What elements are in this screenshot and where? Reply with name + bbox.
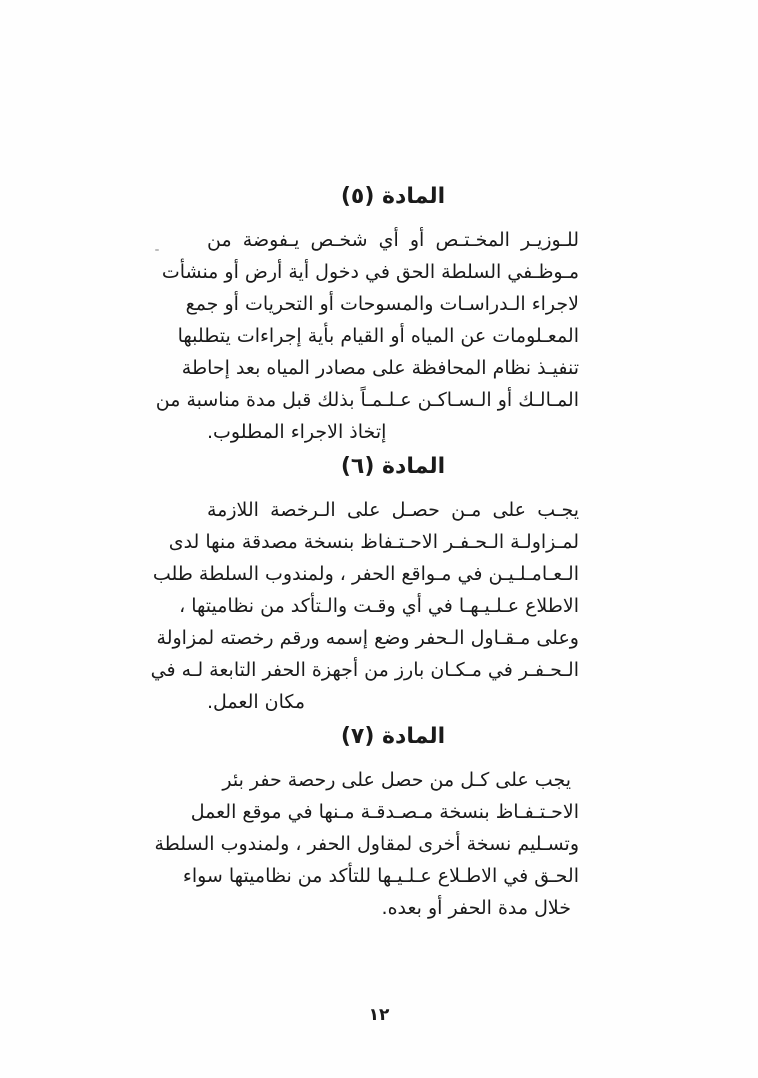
text-line: للـوزيـر المخـتـص أو أي شخـص يـفوضة من — [207, 229, 579, 251]
text-line: إتخاذ الاجراء المطلوب. — [207, 421, 387, 443]
text-line: وتسـليم نسخة أخرى لمقاول الحفر ، ولمندوب السلطة — [154, 833, 579, 855]
text-line: الاحـتـفـاظ بنسخة مـصـدقـة مـنها في موقع العمل — [190, 801, 579, 823]
text-line: وعلى مـقـاول الـحفر وضع إسمه ورقم رخصته لمزاولة — [156, 627, 579, 649]
scan-artifact-speck — [155, 249, 159, 251]
article-paragraph — [154, 764, 579, 924]
text-column — [150, 180, 579, 926]
text-line: يجب على كـل من حصل على رحصة حفر بئر — [222, 769, 571, 791]
article-section — [155, 180, 579, 448]
text-line: المـالـك أو الـسـاكـن عـلـمـاً بذلك قبل مدة مناسبة من — [155, 389, 579, 411]
article-paragraph — [150, 494, 579, 718]
text-line: لاجراء الـدراسـات والمسوحات أو التحريات أو جمع — [185, 293, 579, 315]
article-heading: المادة (٥) — [340, 184, 446, 209]
page-number: ١٢ — [368, 1005, 390, 1025]
article-paragraph — [155, 224, 579, 448]
text-line: تنفيـذ نظام المحافظة على مصادر المياه بعد إحاطة — [181, 357, 579, 379]
text-line: لمـزاولـة الـحـفـر الاحـتـفاظ بنسخة مصدقة منها لدى — [168, 531, 579, 553]
text-line: الـحـفـر في مـكـان بارز من أجهزة الحفر التابعة لـه في — [150, 659, 579, 681]
text-line: خلال مدة الحفر أو بعده. — [381, 897, 571, 919]
text-line: المعـلومات عن المياه أو القيام بأية إجراءات يتطلبها — [177, 325, 579, 347]
text-line: مـوظـفي السلطة الحق في دخول أية أرض أو منشأت — [161, 261, 579, 283]
text-line: مكان العمل. — [207, 691, 306, 713]
article-section — [150, 450, 579, 718]
text-line: الاطلاع عـلـيـهـا في أي وقـت والـتأكد من نظاميتها ، — [179, 595, 579, 617]
article-heading: المادة (٧) — [340, 724, 446, 749]
article-section — [154, 720, 579, 924]
text-line: الـعـامـلـيـن في مـواقع الحفر ، ولمندوب السلطة طلب — [152, 563, 579, 585]
text-line: يجـب على مـن حصـل على الـرخصة اللازمة — [207, 499, 579, 521]
text-line: الحـق في الاطـلاع عـلـيـها للتأكد من نظاميتها سواء — [182, 865, 579, 887]
article-heading: المادة (٦) — [340, 454, 446, 479]
